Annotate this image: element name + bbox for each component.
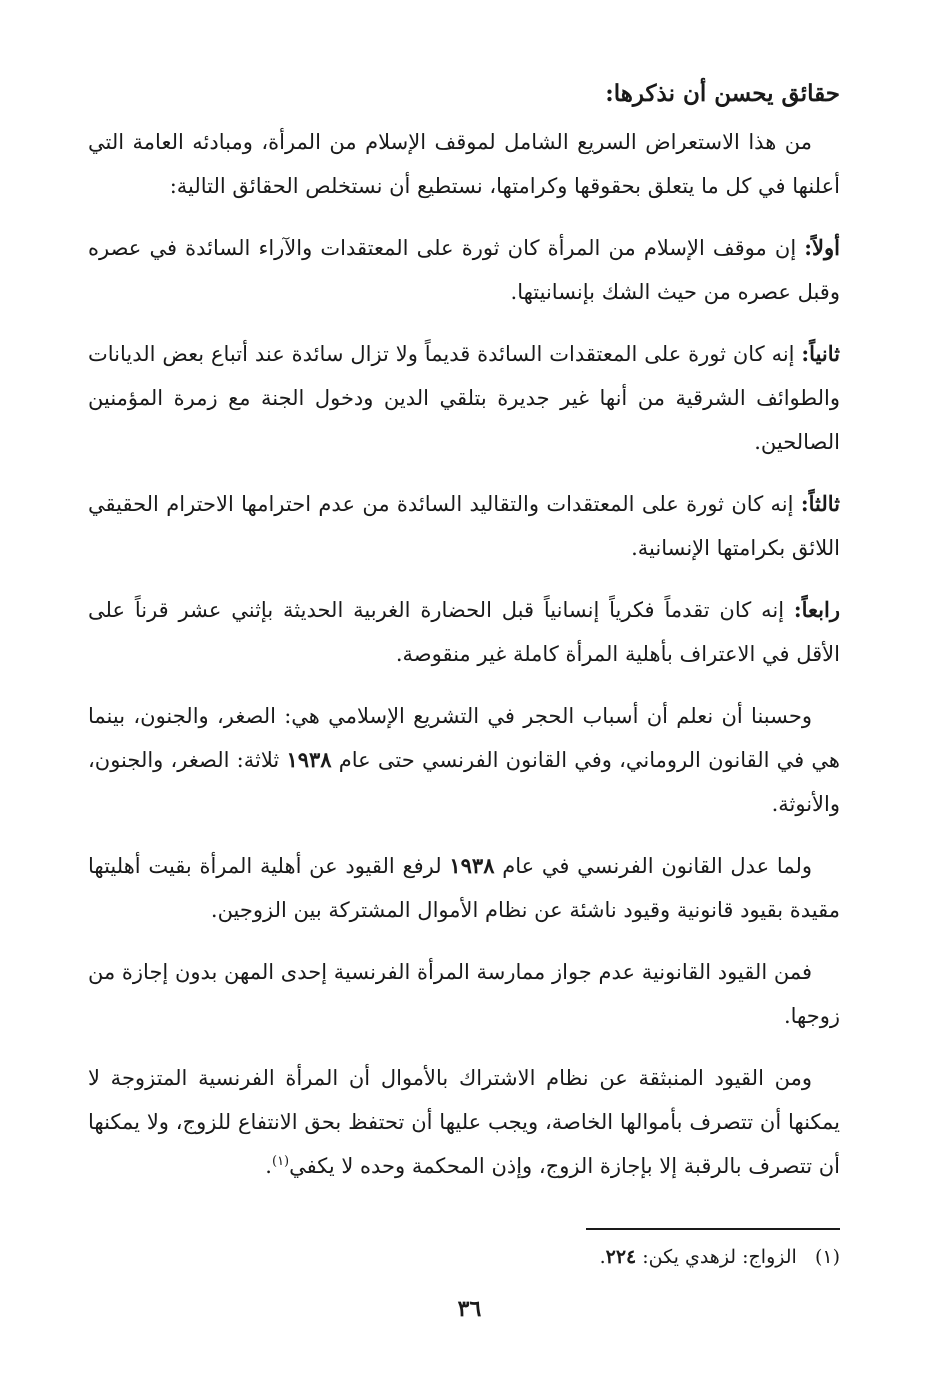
footnote (340, 1240, 840, 1274)
footnote-reference: (١) (271, 1154, 290, 1169)
amendment-text-after: لرفع القيود عن أهلية المرأة بقيت أهليتها مقيدة بقيود قانونية وقيود ناشئة عن نظام الأموال المشتركة بين الزوجين. (88, 854, 840, 922)
property-restrictions-paragraph (88, 1056, 840, 1188)
hajr-year: ١٩٣٨ (286, 747, 332, 772)
point-first-lead: أولاً: (804, 235, 840, 260)
footnote-end: . (599, 1246, 606, 1268)
amendment-text-before: ولما عدل القانون الفرنسي في عام (494, 854, 812, 878)
point-second-text: إنه كان ثورة على المعتقدات السائدة قديماً ولا تزال سائدة عند أتباع بعض الديانات والطوائف الشرقية من أنها غير جديرة بتلقي الدين ودخول الجنة مع زمرة المؤمنين الصالحين. (88, 342, 840, 454)
page-number: ٣٦ (457, 1296, 482, 1322)
section-heading: حقائق يحسن أن نذكرها: (605, 80, 840, 107)
intro-paragraph: من هذا الاستعراض السريع الشامل لموقف الإسلام من المرأة، ومبادئه العامة التي أعلنها في كل ما يتعلق بحقوقها وكرامتها، نستطيع أن نستخلص الحقائق التالية: (88, 130, 840, 198)
amendment-year: ١٩٣٨ (449, 853, 495, 878)
point-fourth (88, 588, 840, 676)
footnote-page: ٢٢٤ (605, 1246, 637, 1268)
footnote-marker: (١) (814, 1246, 840, 1268)
footnote-divider (586, 1228, 840, 1230)
footnote-text: الزواج: لزهدي يكن: (636, 1246, 797, 1268)
point-fourth-lead: رابعاً: (793, 597, 840, 622)
hajr-text-after: ثلاثة: الصغر، والجنون، والأنوثة. (88, 748, 840, 816)
point-first (88, 226, 840, 314)
point-fourth-text: إنه كان تقدماً فكرياً إنسانياً قبل الحضارة الغربية الحديثة بإثني عشر قرناً على الأقل في الاعتراف بأهلية المرأة كاملة غير منقوصة. (88, 598, 840, 666)
hajr-paragraph (88, 694, 840, 826)
point-first-text: إن موقف الإسلام من المرأة كان ثورة على المعتقدات والآراء السائدة في عصره وقبل عصره من حيث الشك بإنسانيتها. (88, 236, 840, 304)
property-text-end: . (265, 1154, 272, 1178)
point-third-lead: ثالثاً: (800, 491, 840, 516)
point-third (88, 482, 840, 570)
point-second-lead: ثانياً: (801, 341, 840, 366)
page-body (88, 70, 840, 1206)
point-third-text: إنه كان ثورة على المعتقدات والتقاليد السائدة من عدم احترامها الاحترام الحقيقي اللائق بكرامتها الإنسانية. (88, 492, 840, 560)
property-text: ومن القيود المنبثقة عن نظام الاشتراك بالأموال أن المرأة الفرنسية المتزوجة لا يمكنها أن تتصرف بأموالها الخاصة، ويجب عليها أن تحتفظ بحق الانتفاع للزوج، ولا يمكنها أن تتصرف بالرقبة إلا بإجازة الزوج، وإذن المحكمة وحده لا يكفي (88, 1066, 840, 1178)
point-second (88, 332, 840, 464)
legal-restrictions-paragraph: فمن القيود القانونية عدم جواز ممارسة المرأة الفرنسية إحدى المهن بدون إجازة من زوجها. (88, 960, 840, 1028)
hajr-text-before: وحسبنا أن نعلم أن أسباب الحجر في التشريع الإسلامي هي: الصغر، والجنون، بينما هي في القانون الروماني، وفي القانون الفرنسي حتى عام (88, 704, 840, 772)
amendment-paragraph (88, 844, 840, 932)
